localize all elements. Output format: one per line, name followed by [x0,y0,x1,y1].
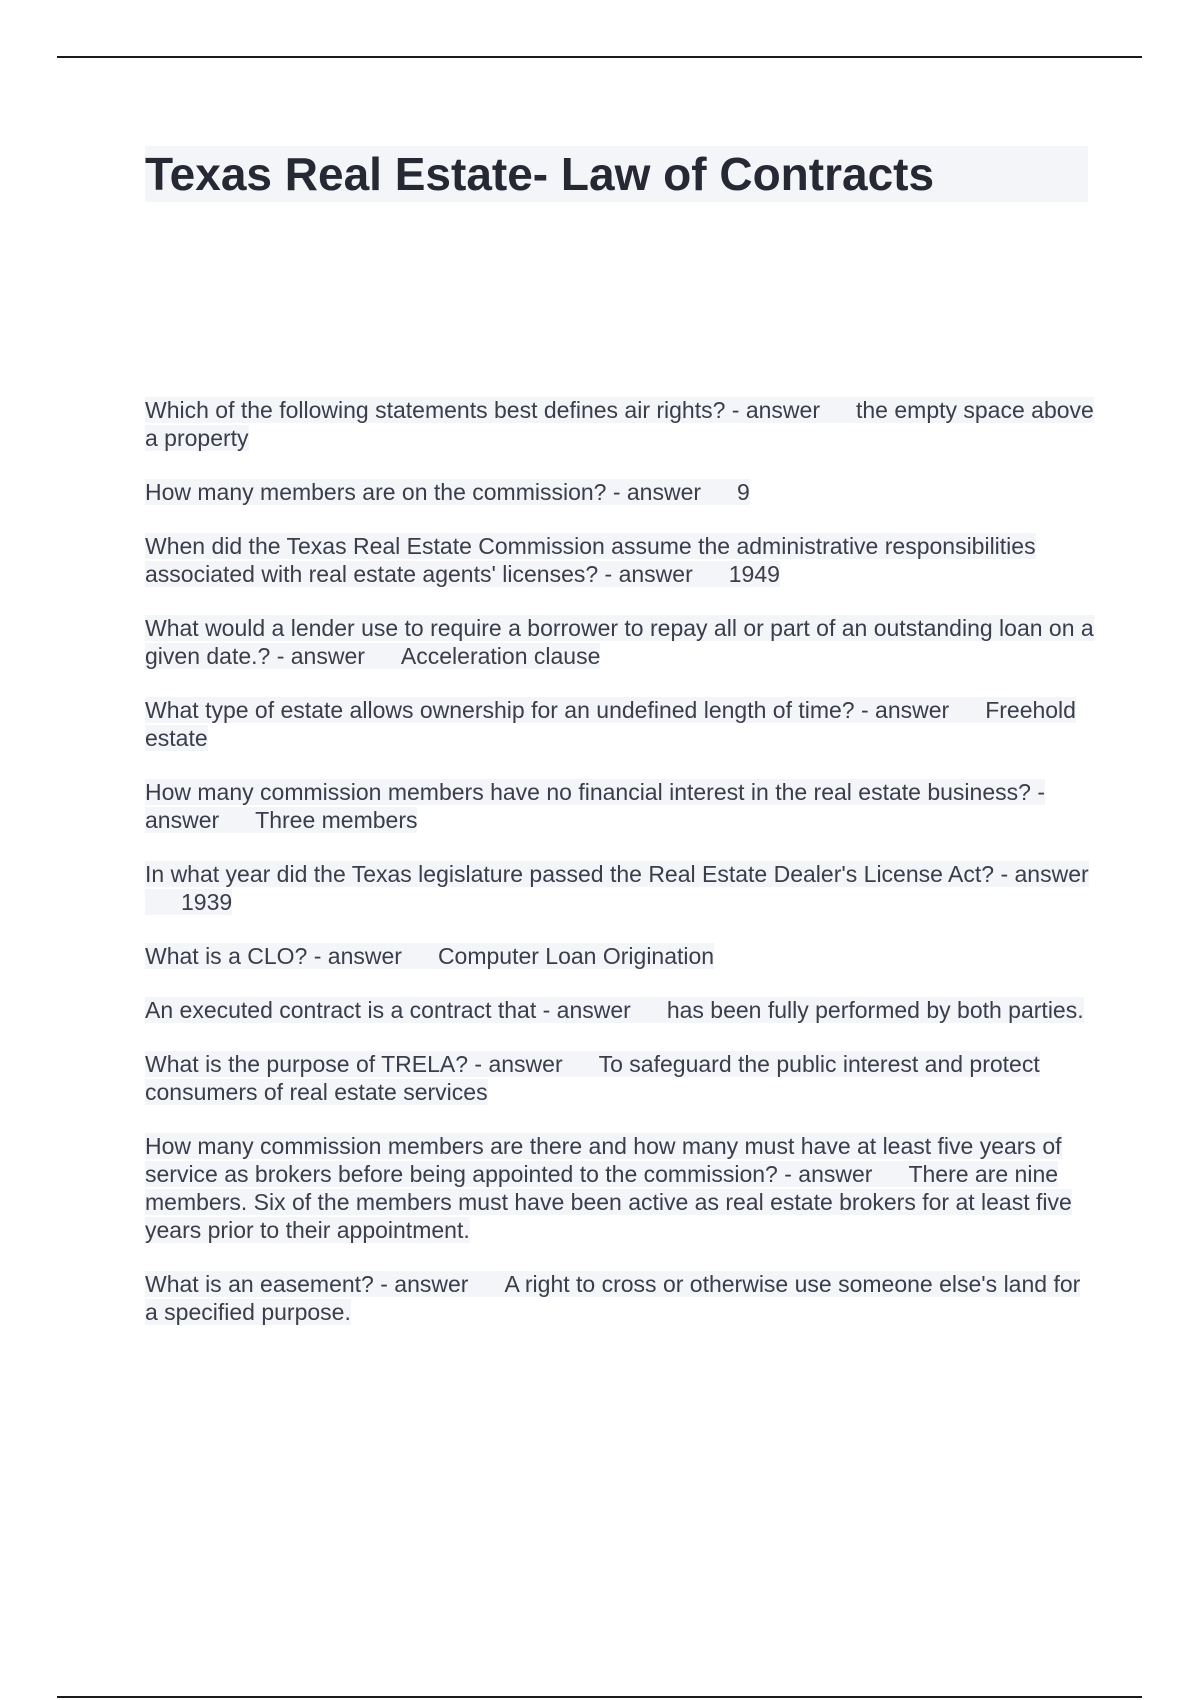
question-text: How many commission members are there and how many must have at least five years of service as brokers before being appointed to the commission? [145,1133,1062,1187]
answer-text: To safeguard the public interest and protect consumers of real estate services [145,1051,1040,1105]
qa-item [145,778,1095,834]
qa-item [145,996,1095,1024]
qa-item [145,942,1095,970]
page-title: Texas Real Estate- Law of Contracts [145,148,935,200]
question-text: How many commission members have no financial interest in the real estate business? [145,779,1031,805]
qa-item [145,1270,1095,1326]
qa-item [145,1050,1095,1106]
question-text: An executed contract is a contract that [145,997,537,1023]
answer-text: Acceleration clause [400,643,601,669]
answer-label: - answer [1000,861,1089,887]
answer-label: - answer [276,643,365,669]
answer-label: - answer [612,479,702,505]
question-text: What type of estate allows ownership for an undefined length of time? [145,697,855,723]
title-block [145,146,1088,202]
answer-label: - answer [860,697,950,723]
qa-item [145,396,1095,452]
qa-item [145,860,1095,916]
question-text: What is an easement? [145,1271,374,1297]
answer-label: - answer [145,779,1045,833]
question-text: What is the purpose of TRELA? [145,1051,469,1077]
question-text: When did the Texas Real Estate Commission assume the administrative responsibilities associated with real estate agents' licenses? [145,533,1036,587]
question-text: Which of the following statements best defines air rights? [145,397,726,423]
answer-text: Freehold estate [145,697,1076,751]
answer-label: - answer [542,997,631,1023]
answer-text: the empty space above a property [145,397,1094,451]
qa-list [145,396,1095,1352]
answer-text: has been fully performed by both parties. [666,997,1084,1023]
qa-item [145,614,1095,670]
qa-item [145,478,1095,506]
answer-label: - answer [380,1271,469,1297]
qa-item [145,532,1095,588]
answer-label: - answer [474,1051,563,1077]
qa-item [145,696,1095,752]
answer-label: - answer [313,943,402,969]
answer-label: - answer [784,1161,873,1187]
bottom-rule [57,1696,1142,1698]
answer-text: Three members [255,807,418,833]
answer-text: 9 [737,479,750,505]
answer-text: 1949 [728,561,780,587]
qa-item [145,1132,1095,1244]
question-text: How many members are on the commission? [145,479,607,505]
answer-text: Computer Loan Origination [437,943,715,969]
answer-label: - answer [731,397,820,423]
question-text: What would a lender use to require a borrower to repay all or part of an outstanding loan on a given date.? [145,615,1094,669]
answer-text: A right to cross or otherwise use someone else's land for a specified purpose. [145,1271,1081,1325]
answer-text: 1939 [181,889,233,915]
question-text: In what year did the Texas legislature passed the Real Estate Dealer's License Act? [145,861,995,887]
answer-text: There are nine members. Six of the members must have been active as real estate brokers for at least five years prior to their appointment. [145,1161,1072,1243]
top-rule [57,56,1142,58]
question-text: What is a CLO? [145,943,308,969]
answer-label: - answer [604,561,693,587]
